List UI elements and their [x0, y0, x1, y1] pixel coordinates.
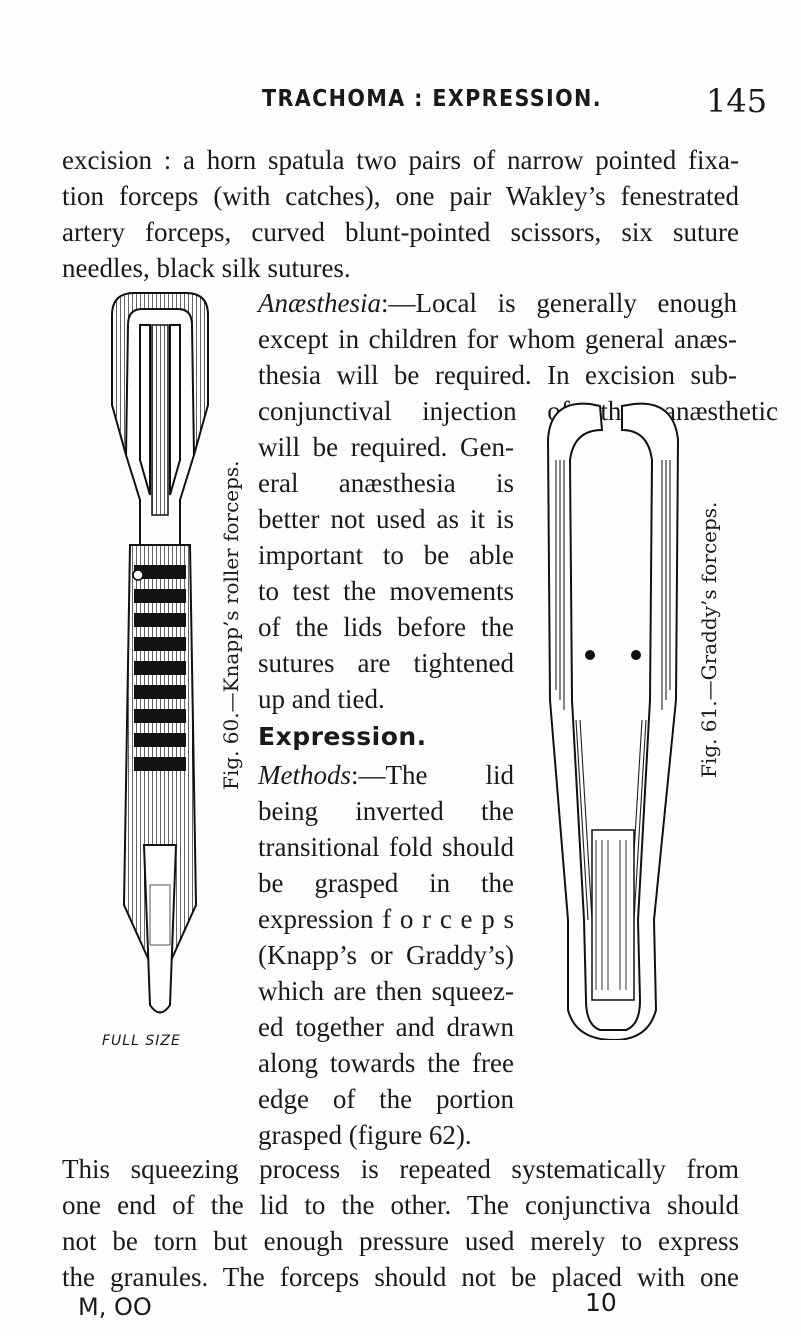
- signature-number: 10: [585, 1288, 617, 1317]
- text-line: being inverted the: [258, 796, 514, 826]
- text-line: [258, 758, 514, 792]
- text-line: grasped (figure 62).: [258, 1120, 472, 1150]
- fig60-caption: Fig. 60.—Knapp’s roller forceps.: [219, 460, 243, 790]
- text-line: transitional fold should: [258, 832, 514, 862]
- text-line: expression f o r c e p s: [258, 904, 514, 934]
- text-span: :—Local is generally enough: [381, 288, 737, 318]
- text-line: will be required. Gen-: [258, 432, 514, 462]
- section-heading: Expression.: [258, 722, 427, 751]
- text-line: needles, black silk sutures.: [62, 253, 351, 283]
- signature-mark: M, OO: [78, 1293, 152, 1321]
- running-header: TRACHOMA : EXPRESSION.: [262, 86, 602, 112]
- text-line: one end of the lid to the other. The conjunctiva should: [62, 1190, 739, 1220]
- text-line: [258, 286, 737, 320]
- text-line: except in children for whom general anæs-: [258, 324, 737, 354]
- text-line: which are then squeez-: [258, 976, 514, 1006]
- text-line: to test the movements: [258, 576, 514, 606]
- text-line: This squeezing process is repeated systematically from: [62, 1154, 739, 1184]
- text-line: eral anæsthesia is: [258, 468, 514, 498]
- text-line: important to be able: [258, 540, 514, 570]
- text-line: edge of the portion: [258, 1084, 514, 1114]
- anaesthesia-lead: Anæsthesia: [258, 288, 382, 318]
- text-line: (Knapp’s or Graddy’s): [258, 940, 514, 970]
- page-number: 145: [706, 82, 768, 120]
- graddy-forceps-illustration: [530, 400, 700, 1040]
- full-size-label: FULL SIZE: [102, 1033, 181, 1049]
- text-line: ed together and drawn: [258, 1012, 514, 1042]
- text-line: the granules. The forceps should not be placed with one: [62, 1262, 739, 1292]
- text-line: tion forceps (with catches), one pair Wakley’s fenestrated: [62, 181, 739, 211]
- text-line: sutures are tightened: [258, 648, 514, 678]
- text-line: be grasped in the: [258, 868, 514, 898]
- knapp-roller-forceps-illustration: [100, 285, 220, 1025]
- text-line: excision : a horn spatula two pairs of narrow pointed fixa-: [62, 145, 739, 175]
- text-line: up and tied.: [258, 684, 385, 714]
- methods-lead: Methods: [258, 760, 351, 790]
- text-line: thesia will be required. In excision sub-: [258, 360, 737, 390]
- text-line: of the lids before the: [258, 612, 514, 642]
- text-line: artery forceps, curved blunt-pointed scissors, six suture: [62, 217, 739, 247]
- text-line: not be torn but enough pressure used merely to express: [62, 1226, 739, 1256]
- text-line: better not used as it is: [258, 504, 514, 534]
- fig61-caption: Fig. 61.—Graddy’s forceps.: [697, 501, 721, 778]
- text-line: conjunctival injection of the anæsthetic: [258, 396, 778, 426]
- text-span: :—The lid: [350, 760, 514, 790]
- text-line: along towards the free: [258, 1048, 514, 1078]
